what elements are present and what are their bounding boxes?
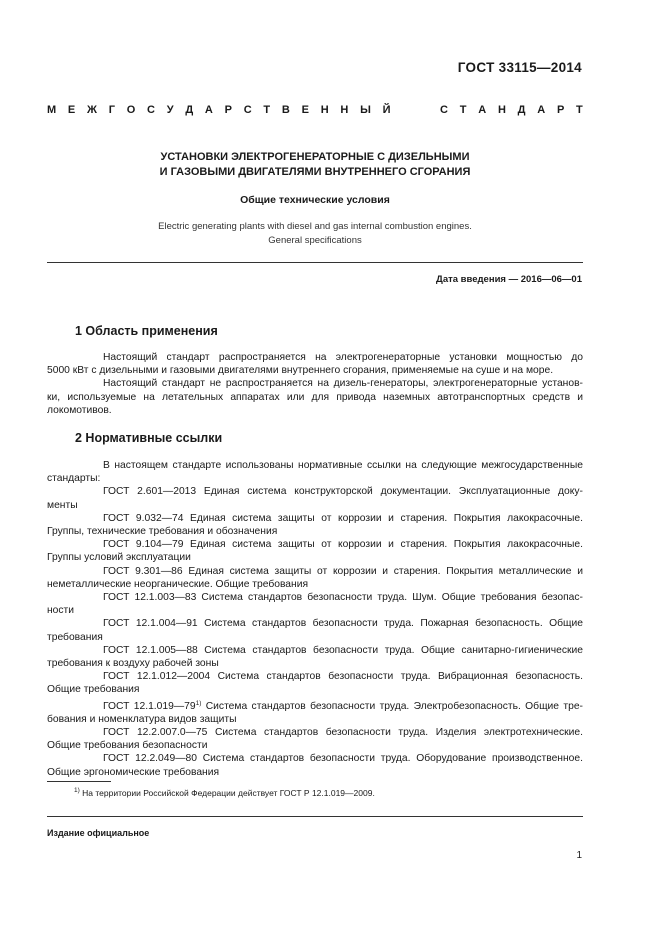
banner-letter: С bbox=[440, 104, 448, 116]
text-line: В настоящем стандарте использованы нормативные ссылки на следующие межгосударственные bbox=[103, 460, 583, 471]
footnote-mark: 1) bbox=[74, 787, 80, 794]
english-title bbox=[47, 220, 583, 247]
text-line: ГОСТ 12.2.007.0—75 Система стандартов безопасности труда. Изделия электротехнические. bbox=[103, 727, 583, 739]
text-line: ГОСТ 9.301—86 Единая система защиты от коррозии и старения. Покрытия металлические и bbox=[103, 565, 583, 577]
text-line: ГОСТ 12.1.004—91 Система стандартов безопасности труда. Пожарная безопасность. Общие bbox=[103, 618, 583, 630]
english-title-line-1: Electric generating plants with diesel and gas internal combustion engines. bbox=[158, 221, 472, 232]
top-divider bbox=[47, 262, 583, 263]
text-line: стандарты: bbox=[47, 473, 101, 485]
banner-letter: Д bbox=[517, 104, 526, 116]
english-title-line-2: General specifications bbox=[268, 234, 362, 246]
text-line: Группы, технические требования и обозначения bbox=[47, 526, 278, 538]
standard-banner bbox=[47, 104, 583, 116]
banner-letter: В bbox=[281, 104, 290, 116]
title-line-1: УСТАНОВКИ ЭЛЕКТРОГЕНЕРАТОРНЫЕ С ДИЗЕЛЬНЫМИ bbox=[160, 151, 470, 163]
text-line: бования и номенклатура видов защиты bbox=[47, 713, 237, 725]
text-line: Группы условий эксплуатации bbox=[47, 552, 191, 564]
text-line: ГОСТ 2.601—2013 Единая система конструкторской документации. Эксплуатационные доку- bbox=[103, 486, 583, 498]
banner-letter: О bbox=[126, 104, 136, 116]
text-line: требования к воздуху рабочей зоны bbox=[47, 658, 219, 670]
text-line: ГОСТ 12.1.003—83 Система стандартов безопасности труда. Шум. Общие требования безопас- bbox=[103, 592, 583, 604]
document-title bbox=[47, 150, 583, 179]
banner-letter: Р bbox=[556, 104, 565, 116]
banner-letter: С bbox=[243, 104, 252, 116]
text-line: ГОСТ 12.2.049—80 Система стандартов безопасности труда. Оборудование производственное. bbox=[103, 753, 583, 765]
banner-letter: А bbox=[478, 104, 487, 116]
text-line: ности bbox=[47, 605, 75, 617]
gost-description: Система стандартов безопасности труда. Электробезопасность. Общие тре- bbox=[205, 700, 583, 712]
section-2-text bbox=[47, 459, 583, 779]
banner-letter: А bbox=[204, 104, 213, 116]
text-line: ГОСТ 9.032—74 Единая система защиты от коррозии и старения. Покрытия лакокрасочные. bbox=[103, 512, 583, 524]
text-line bbox=[47, 697, 583, 713]
document-subtitle: Общие технические условия bbox=[240, 194, 390, 206]
banner-letter: Д bbox=[185, 104, 194, 116]
section-1-heading: 1 Область применения bbox=[75, 324, 218, 338]
text-line: ГОСТ 12.1.012—2004 Система стандартов безопасности труда. Вибрационная безопасность. bbox=[103, 671, 583, 683]
banner-letter: С bbox=[147, 104, 155, 116]
text-line: Настоящий стандарт распространяется на электрогенераторные установки мощностью до bbox=[103, 352, 583, 363]
banner-letter: Й bbox=[382, 104, 391, 116]
text-line: Общие требования bbox=[47, 684, 140, 696]
banner-letter: Ж bbox=[87, 104, 97, 116]
banner-letter: Т bbox=[576, 104, 583, 116]
text-line: Общие эргономические требования bbox=[47, 766, 220, 778]
banner-letter: Т bbox=[459, 104, 467, 116]
banner-letter: М bbox=[47, 104, 57, 116]
text-line: Настоящий стандарт не распространяется на дизель-генераторы, электрогенераторные установ- bbox=[103, 378, 583, 390]
document-code: ГОСТ 33115—2014 bbox=[457, 60, 582, 75]
banner-gap bbox=[402, 104, 428, 116]
banner-letter: Н bbox=[320, 104, 329, 116]
title-line-2: И ГАЗОВЫМИ ДВИГАТЕЛЯМИ ВНУТРЕННЕГО СГОРАНИЯ bbox=[159, 165, 471, 178]
text-line: ГОСТ 9.104—79 Единая система защиты от коррозии и старения. Покрытия лакокрасочные. bbox=[103, 539, 583, 551]
text-line: Общие требования безопасности bbox=[47, 740, 208, 752]
banner-letter: Р bbox=[224, 104, 232, 116]
banner-letter: А bbox=[537, 104, 546, 116]
page-number: 1 bbox=[576, 850, 582, 861]
text-line: 5000 кВт с дизельными и газовыми двигателями внутреннего сгорания, применяемые на суше и на море. bbox=[47, 365, 554, 377]
text-line: менты bbox=[47, 499, 78, 511]
banner-letter: Т bbox=[263, 104, 271, 116]
text-line: ГОСТ 12.1.005—88 Система стандартов безопасности труда. Общие санитарно-гигиенические bbox=[103, 644, 583, 656]
text-line: локомотивов. bbox=[47, 404, 112, 416]
banner-letter: Н bbox=[340, 104, 349, 116]
bottom-divider bbox=[47, 816, 583, 817]
footnote-divider bbox=[47, 781, 111, 782]
text-line: ки, используемые на летательных аппаратах или для привода наземных автотранспортных средств и bbox=[47, 391, 583, 403]
footnote-marker: 1) bbox=[195, 699, 202, 707]
banner-letter: Н bbox=[497, 104, 506, 116]
text-line: неметаллические неорганические. Общие требования bbox=[47, 578, 309, 590]
section-2-heading: 2 Нормативные ссылки bbox=[75, 431, 223, 445]
banner-letter: Е bbox=[67, 104, 76, 116]
text-line: требования bbox=[47, 631, 103, 643]
edition-label: Издание официальное bbox=[47, 828, 150, 838]
footnote-text: На территории Российской Федерации действует ГОСТ Р 12.1.019—2009. bbox=[82, 788, 375, 798]
footnote bbox=[74, 787, 375, 798]
banner-letter: У bbox=[166, 104, 174, 116]
gost-reference: ГОСТ 12.1.019—79 bbox=[103, 700, 196, 712]
banner-letter: Е bbox=[301, 104, 309, 116]
banner-letter: Г bbox=[108, 104, 115, 116]
section-1-text bbox=[47, 351, 583, 417]
introduction-date: Дата введения — 2016—06—01 bbox=[436, 274, 582, 285]
banner-letter: Ы bbox=[360, 104, 371, 116]
